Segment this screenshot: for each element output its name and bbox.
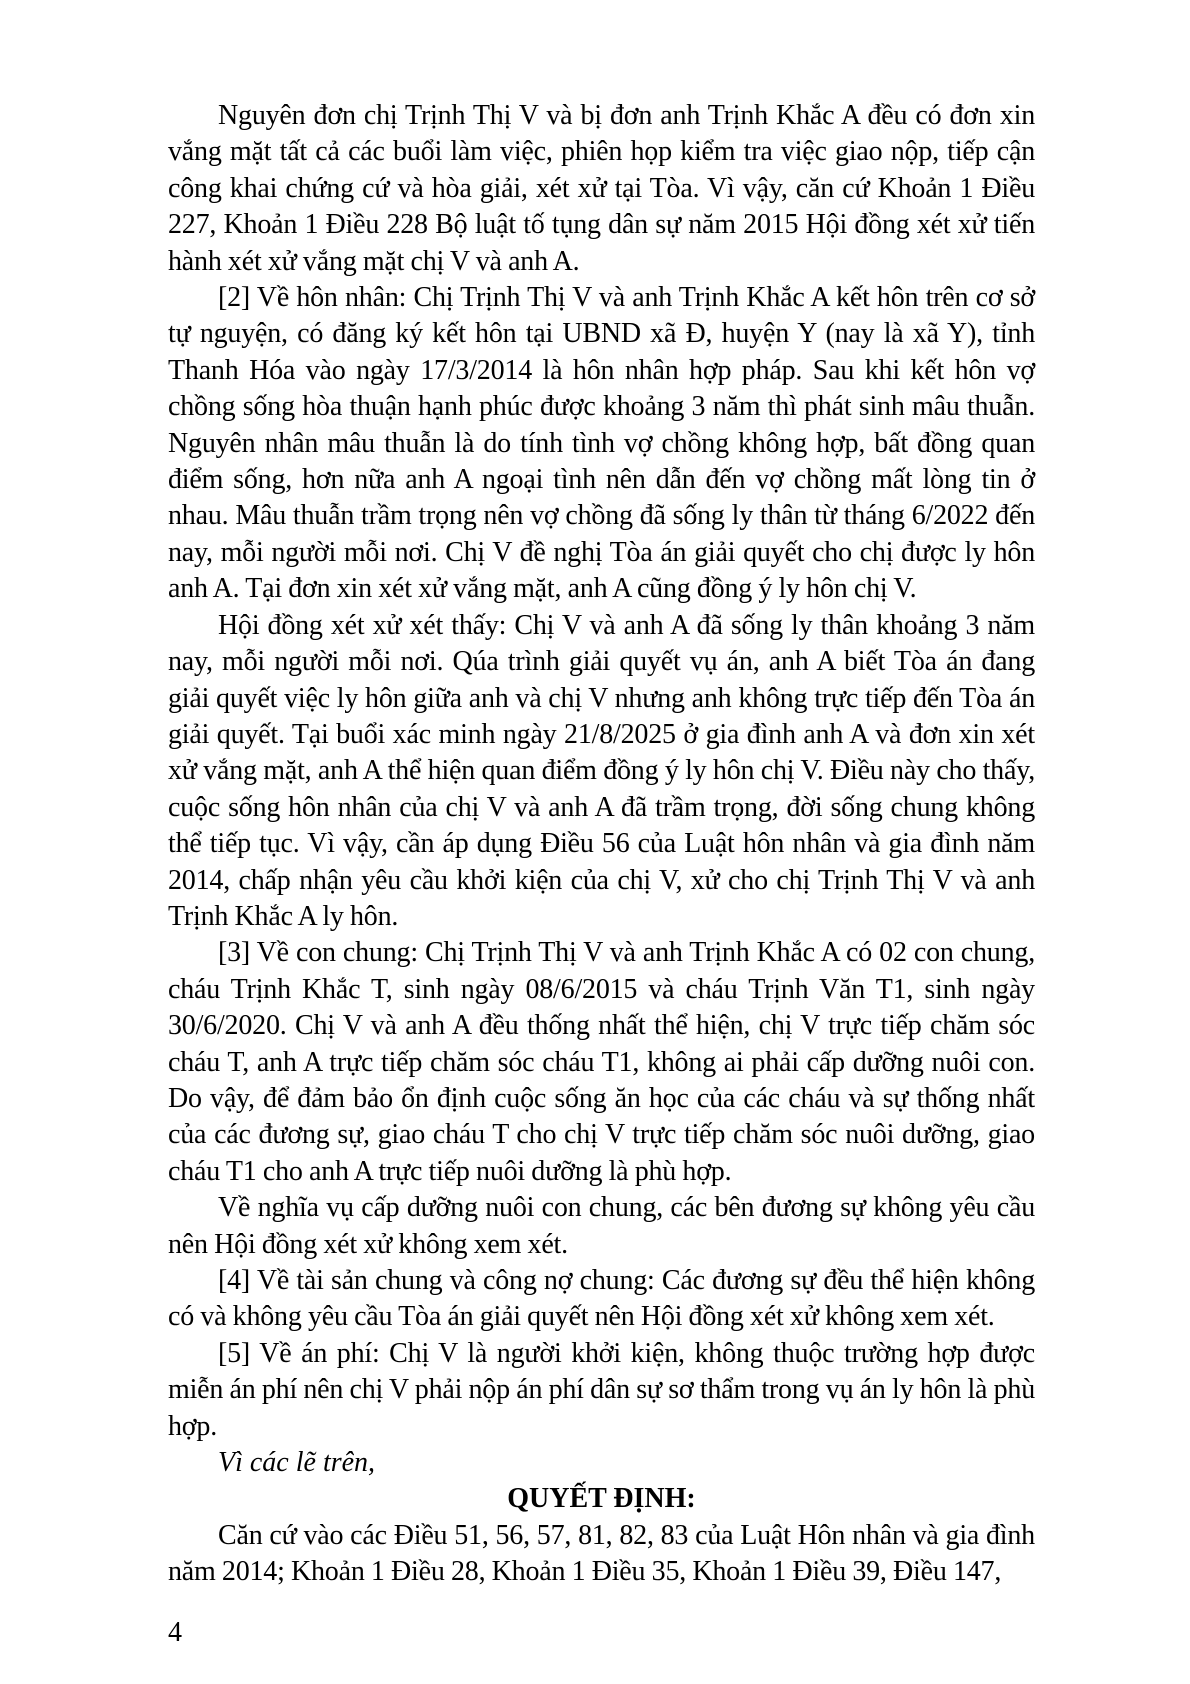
paragraph-legal-basis: Căn cứ vào các Điều 51, 56, 57, 81, 82, 83 của Luật Hôn nhân và gia đình năm 2014; Khoản 1 Điều 28, Khoản 1 Điều 35, Khoản 1 Điều 39, Điều 147, (168, 1519, 1035, 1588)
closing-phrase: Vì các lẽ trên, (218, 1447, 376, 1479)
paragraph-child-support: Về nghĩa vụ cấp dưỡng nuôi con chung, các bên đương sự không yêu cầu nên Hội đồng xét xử không xem xét. (168, 1192, 1035, 1260)
paragraph-5-court-fees: [5] Về án phí: Chị V là người khởi kiện, không thuộc trường hợp được miễn án phí nên chị V phải nộp án phí dân sự sơ thẩm trong vụ án ly hôn là phù hợp. (168, 1337, 1035, 1442)
paragraph-2-marriage: [2] Về hôn nhân: Chị Trịnh Thị V và anh Trịnh Khắc A kết hôn trên cơ sở tự nguyện, có đăng ký kết hôn tại UBND xã Đ, huyện Y (nay là xã Y), tỉnh Thanh Hóa vào ngày 17/3/2014 là hôn nhân hợp pháp. Sau khi kết hôn vợ chồng sống hòa thuận hạnh phúc được khoảng 3 năm thì phát sinh mâu thuẫn. Nguyên nhân mâu thuẫn là do tính tình vợ chồng không hợp, bất đồng quan điểm sống, hơn nữa anh A ngoại tình nên dẫn đến vợ chồng mất lòng tin ở nhau. Mâu thuẫn trầm trọng nên vợ chồng đã sống ly thân từ tháng 6/2022 đến nay, mỗi người mỗi nơi. Chị V đề nghị Tòa án giải quyết cho chị được ly hôn anh A. Tại đơn xin xét xử vắng mặt, anh A cũng đồng ý ly hôn chị V. (168, 282, 1035, 605)
page-number: 4 (168, 1616, 182, 1648)
paragraph-4-property: [4] Về tài sản chung và công nợ chung: Các đương sự đều thể hiện không có và không yêu cầu Tòa án giải quyết nên Hội đồng xét xử không xem xét. (168, 1265, 1035, 1333)
decision-heading: QUYẾT ĐỊNH: (507, 1483, 696, 1515)
paragraph-court-finding: Hội đồng xét xử xét thấy: Chị V và anh A đã sống ly thân khoảng 3 năm nay, mỗi người mỗi nơi. Qúa trình giải quyết vụ án, anh A biết Tòa án đang giải quyết việc ly hôn giữa anh và chị V nhưng anh không trực tiếp đến Tòa án giải quyết. Tại buổi xác minh ngày 21/8/2025 ở gia đình anh A và đơn xin xét xử vắng mặt, anh A thể hiện quan điểm đồng ý ly hôn chị V. Điều này cho thấy, cuộc sống hôn nhân của chị V và anh A đã trầm trọng, đời sống chung không thể tiếp tục. Vì vậy, cần áp dụng Điều 56 của Luật hôn nhân và gia đình năm 2014, chấp nhận yêu cầu khởi kiện của chị V, xử cho chị Trịnh Thị V và anh Trịnh Khắc A ly hôn. (168, 609, 1035, 932)
paragraph-absence: Nguyên đơn chị Trịnh Thị V và bị đơn anh Trịnh Khắc A đều có đơn xin vắng mặt tất cả các buổi làm việc, phiên họp kiểm tra việc giao nộp, tiếp cận công khai chứng cứ và hòa giải, xét xử tại Tòa. Vì vậy, căn cứ Khoản 1 Điều 227, Khoản 1 Điều 228 Bộ luật tố tụng dân sự năm 2015 Hội đồng xét xử tiến hành xét xử vắng mặt chị V và anh A. (168, 100, 1035, 277)
paragraph-3-children: [3] Về con chung: Chị Trịnh Thị V và anh Trịnh Khắc A có 02 con chung, cháu Trịnh Khắc T, sinh ngày 08/6/2015 và cháu Trịnh Văn T1, sinh ngày 30/6/2020. Chị V và anh A đều thống nhất thể hiện, chị V trực tiếp chăm sóc cháu T, anh A trực tiếp chăm sóc cháu T1, không ai phải cấp dưỡng nuôi con. Do vậy, để đảm bảo ổn định cuộc sống ăn học của các cháu và sự thống nhất của các đương sự, giao cháu T cho chị V trực tiếp chăm sóc nuôi dưỡng, giao cháu T1 cho anh A trực tiếp nuôi dưỡng là phù hợp. (168, 937, 1035, 1187)
